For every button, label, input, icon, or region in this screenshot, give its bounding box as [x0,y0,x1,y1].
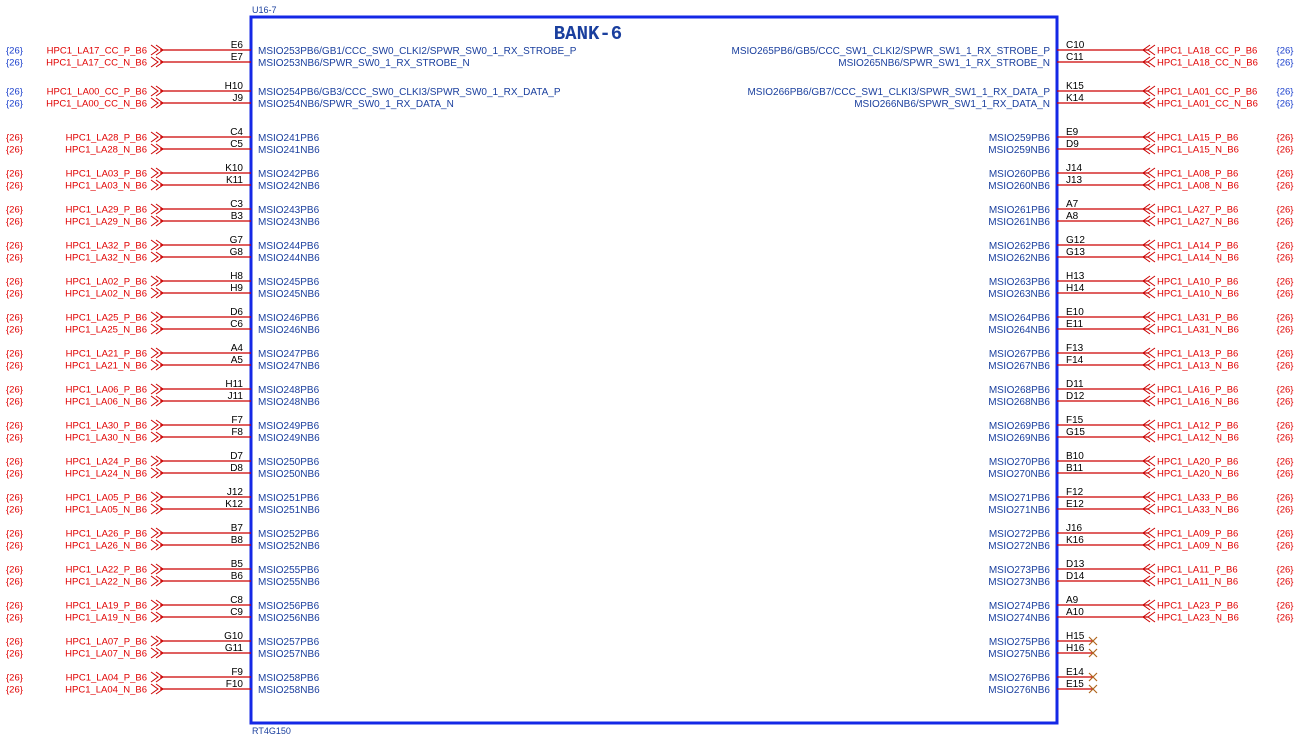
page-reference[interactable]: {26} [1276,252,1294,264]
net-label[interactable]: HPC1_LA30_P_B6 [65,420,147,432]
page-reference[interactable]: {26} [6,432,23,444]
net-label[interactable]: HPC1_LA06_P_B6 [65,384,147,396]
pin-number: A7 [1066,199,1079,210]
page-reference[interactable]: {26} [1276,288,1294,300]
net-label[interactable]: HPC1_LA24_P_B6 [65,456,147,468]
net-label[interactable]: HPC1_LA25_N_B6 [65,324,147,336]
pin-name: MSIO255PB6 [258,565,320,576]
page-reference[interactable]: {26} [1276,180,1294,192]
pin-number: H13 [1066,271,1085,282]
pin-name: MSIO248NB6 [258,397,320,408]
net-label[interactable]: HPC1_LA14_P_B6 [1157,240,1239,252]
pin-name: MSIO276NB6 [988,685,1050,696]
part-number: RT4G150 [252,726,291,736]
pin-number: F8 [231,427,243,438]
page-reference[interactable]: {26} [1276,57,1294,69]
pin-name: MSIO266NB6/SPWR_SW1_1_RX_DATA_N [854,99,1050,110]
net-label[interactable]: HPC1_LA02_N_B6 [65,288,147,300]
pin-number: F9 [231,667,243,678]
pin-number: B3 [230,211,243,222]
pin-number: G10 [224,631,243,642]
page-reference[interactable]: {26} [6,144,23,156]
page-reference[interactable]: {26} [6,86,23,98]
pin-name: MSIO247PB6 [258,349,320,360]
net-label[interactable]: HPC1_LA24_N_B6 [65,468,147,480]
pin-number: A5 [230,355,243,366]
page-reference[interactable]: {26} [6,348,23,360]
net-label[interactable]: HPC1_LA06_N_B6 [65,396,147,408]
pin-name: MSIO246PB6 [258,313,320,324]
page-reference[interactable]: {26} [6,132,23,144]
page-reference[interactable]: {26} [6,420,23,432]
page-reference[interactable]: {26} [6,57,23,69]
pin-name: MSIO245PB6 [258,277,320,288]
net-label[interactable]: HPC1_LA27_N_B6 [1157,216,1239,228]
pin-name: MSIO261PB6 [988,205,1050,216]
pin-name: MSIO257PB6 [258,637,320,648]
net-label[interactable]: HPC1_LA17_CC_P_B6 [46,45,147,57]
pin-name: MSIO241PB6 [258,133,320,144]
pin-name: MSIO270NB6 [988,469,1050,480]
net-label[interactable]: HPC1_LA00_CC_P_B6 [46,86,147,98]
net-label[interactable]: HPC1_LA32_N_B6 [65,252,147,264]
pin-name: MSIO263NB6 [988,289,1050,300]
pin-group [6,40,1293,696]
pin-name: MSIO244PB6 [258,241,320,252]
pin-name: MSIO268NB6 [988,397,1050,408]
page-reference[interactable]: {26} [6,204,23,216]
pin-name: MSIO253NB6/SPWR_SW0_1_RX_STROBE_N [258,58,470,69]
pin-number: J16 [1066,523,1083,534]
pin-number: E6 [230,40,243,51]
net-label[interactable]: HPC1_LA31_P_B6 [1157,312,1239,324]
pin-number: H10 [224,81,243,92]
net-label[interactable]: HPC1_LA11_P_B6 [1157,564,1238,576]
pin-number: D13 [1066,559,1085,570]
pin-number: C6 [230,319,243,330]
pin-name: MSIO249PB6 [258,421,320,432]
page-reference[interactable]: {26} [1276,360,1294,372]
pin-name: MSIO270PB6 [988,457,1050,468]
pin-number: K10 [225,163,243,174]
pin-number: D6 [230,307,243,318]
net-label[interactable]: HPC1_LA15_N_B6 [1157,144,1239,156]
page-reference[interactable]: {26} [1276,540,1294,552]
net-label[interactable]: HPC1_LA27_P_B6 [1157,204,1239,216]
pin-name: MSIO260PB6 [988,169,1050,180]
net-label[interactable]: HPC1_LA16_P_B6 [1157,384,1239,396]
pin-name: MSIO267PB6 [988,349,1050,360]
pin-number: K12 [225,499,243,510]
net-label[interactable]: HPC1_LA08_P_B6 [1157,168,1239,180]
net-label[interactable]: HPC1_LA14_N_B6 [1157,252,1239,264]
net-label[interactable]: HPC1_LA22_N_B6 [65,576,147,588]
pin-name: MSIO251PB6 [258,493,320,504]
pin-number: F13 [1066,343,1084,354]
pin-name: MSIO257NB6 [258,649,320,660]
page-reference[interactable]: {26} [1276,396,1294,408]
page-reference[interactable]: {26} [6,252,23,264]
net-label[interactable]: HPC1_LA15_P_B6 [1157,132,1239,144]
page-reference[interactable]: {26} [6,276,23,288]
page-reference[interactable]: {26} [6,468,23,480]
pin-number: F7 [231,415,243,426]
net-label[interactable]: HPC1_LA28_P_B6 [65,132,147,144]
pin-name: MSIO259PB6 [988,133,1050,144]
pin-name: MSIO260NB6 [988,181,1050,192]
pin-number: E10 [1066,307,1084,318]
pin-name: MSIO268PB6 [988,385,1050,396]
pin-number: K16 [1066,535,1084,546]
page-reference[interactable]: {26} [1276,324,1294,336]
pin-name: MSIO244NB6 [258,253,320,264]
pin-name: MSIO265PB6/GB5/CCC_SW1_CLKI2/SPWR_SW1_1_RX_STROBE_P [731,46,1050,57]
pin-name: MSIO274NB6 [988,613,1050,624]
pin-number: J11 [227,391,243,402]
page-reference[interactable]: {26} [6,672,23,684]
page-reference[interactable]: {26} [6,384,23,396]
pin-number: B10 [1066,451,1084,462]
pin-name: MSIO251NB6 [258,505,320,516]
pin-number: K14 [1066,93,1084,104]
pin-number: E7 [230,52,243,63]
pin-number: J9 [232,93,243,104]
page-reference[interactable]: {26} [1276,168,1294,180]
pin-number: F10 [225,679,243,690]
pin-number: J12 [226,487,243,498]
pin-number: B6 [230,571,243,582]
net-label[interactable]: HPC1_LA18_CC_P_B6 [1157,45,1258,57]
page-reference[interactable]: {26} [6,564,23,576]
pin-name: MSIO269PB6 [988,421,1050,432]
page-reference[interactable]: {26} [6,576,23,588]
net-label[interactable]: HPC1_LA13_N_B6 [1157,360,1239,372]
pin-number: C10 [1066,40,1085,51]
net-label[interactable]: HPC1_LA07_N_B6 [65,648,147,660]
pin-number: D12 [1066,391,1085,402]
page-reference[interactable]: {26} [6,612,23,624]
pin-number: H9 [230,283,243,294]
pin-name: MSIO241NB6 [258,145,320,156]
pin-number: F15 [1066,415,1084,426]
reference-designator: U16-7 [252,5,277,15]
pin-name: MSIO274PB6 [988,601,1050,612]
page-reference[interactable]: {26} [6,240,23,252]
page-reference[interactable]: {26} [6,648,23,660]
pin-name: MSIO266PB6/GB7/CCC_SW1_CLKI3/SPWR_SW1_1_RX_DATA_P [747,87,1050,98]
page-reference[interactable]: {26} [1276,45,1294,57]
net-label[interactable]: HPC1_LA10_N_B6 [1157,288,1239,300]
pin-number: B7 [230,523,243,534]
net-label[interactable]: HPC1_LA21_N_B6 [65,360,147,372]
pin-name: MSIO263PB6 [988,277,1050,288]
pin-number: A4 [230,343,243,354]
page-reference[interactable]: {26} [1276,348,1294,360]
net-label[interactable]: HPC1_LA33_N_B6 [1157,504,1239,516]
pin-number: J14 [1066,163,1083,174]
pin-number: D9 [1066,139,1079,150]
net-label[interactable]: HPC1_LA02_P_B6 [65,276,147,288]
pin-number: G7 [229,235,243,246]
pin-name: MSIO245NB6 [258,289,320,300]
page-reference[interactable]: {26} [1276,492,1294,504]
pin-name: MSIO264PB6 [988,313,1050,324]
pin-number: C11 [1066,52,1084,63]
pin-name: MSIO258PB6 [258,673,320,684]
net-label[interactable]: HPC1_LA05_P_B6 [65,492,147,504]
net-label[interactable]: HPC1_LA04_P_B6 [65,672,147,684]
page-reference[interactable]: {26} [6,45,23,57]
net-label[interactable]: HPC1_LA23_N_B6 [1157,612,1239,624]
net-label[interactable]: HPC1_LA28_N_B6 [65,144,147,156]
page-reference[interactable]: {26} [1276,276,1294,288]
pin-number: H16 [1066,643,1085,654]
page-reference[interactable]: {26} [1276,240,1294,252]
page-reference[interactable]: {26} [6,216,23,228]
pin-number: F14 [1066,355,1084,366]
pin-name: MSIO243NB6 [258,217,320,228]
net-label[interactable]: HPC1_LA29_N_B6 [65,216,147,228]
page-reference[interactable]: {26} [6,528,23,540]
page-reference[interactable]: {26} [6,540,23,552]
net-label[interactable]: HPC1_LA29_P_B6 [65,204,147,216]
net-label[interactable]: HPC1_LA10_P_B6 [1157,276,1239,288]
pin-name: MSIO252NB6 [258,541,320,552]
page-reference[interactable]: {26} [1276,144,1294,156]
pin-name: MSIO248PB6 [258,385,320,396]
pin-name: MSIO273PB6 [988,565,1050,576]
net-label[interactable]: HPC1_LA00_CC_N_B6 [46,98,147,110]
pin-name: MSIO272PB6 [988,529,1050,540]
pin-name: MSIO246NB6 [258,325,320,336]
pin-number: C4 [230,127,243,138]
pin-name: MSIO242PB6 [258,169,320,180]
page-reference[interactable]: {26} [1276,204,1294,216]
pin-number: G13 [1066,247,1085,258]
net-label[interactable]: HPC1_LA30_N_B6 [65,432,147,444]
pin-name: MSIO254NB6/SPWR_SW0_1_RX_DATA_N [258,99,454,110]
pin-name: MSIO250PB6 [258,457,320,468]
net-label[interactable]: HPC1_LA13_P_B6 [1157,348,1239,360]
net-label[interactable]: HPC1_LA26_P_B6 [65,528,147,540]
pin-name: MSIO256NB6 [258,613,320,624]
pin-name: MSIO243PB6 [258,205,320,216]
pin-name: MSIO265NB6/SPWR_SW1_1_RX_STROBE_N [838,58,1050,69]
pin-number: B8 [230,535,243,546]
net-label[interactable]: HPC1_LA19_N_B6 [65,612,147,624]
pin-number: H14 [1066,283,1085,294]
pin-name: MSIO250NB6 [258,469,320,480]
page-reference[interactable]: {26} [6,324,23,336]
pin-number: F12 [1066,487,1084,498]
net-label[interactable]: HPC1_LA01_CC_N_B6 [1157,98,1258,110]
net-label[interactable]: HPC1_LA11_N_B6 [1157,576,1239,588]
page-reference[interactable]: {26} [1276,312,1294,324]
page-reference[interactable]: {26} [1276,468,1294,480]
page-reference[interactable]: {26} [6,180,23,192]
pin-number: E12 [1066,499,1084,510]
pin-name: MSIO276PB6 [988,673,1050,684]
net-label[interactable]: HPC1_LA12_N_B6 [1157,432,1239,444]
pin-number: G11 [224,643,243,654]
page-reference[interactable]: {26} [1276,384,1294,396]
pin-name: MSIO258NB6 [258,685,320,696]
pin-name: MSIO261NB6 [988,217,1050,228]
pin-number: D11 [1066,379,1084,390]
pin-number: D7 [230,451,243,462]
net-label[interactable]: HPC1_LA05_N_B6 [65,504,147,516]
pin-number: B5 [230,559,243,570]
page-reference[interactable]: {26} [6,600,23,612]
pin-number: D14 [1066,571,1085,582]
page-reference[interactable]: {26} [1276,612,1294,624]
page-reference[interactable]: {26} [6,168,23,180]
pin-number: E9 [1066,127,1079,138]
pin-number: E11 [1066,319,1084,330]
page-reference[interactable]: {26} [1276,86,1294,98]
pin-name: MSIO249NB6 [258,433,320,444]
pin-name: MSIO242NB6 [258,181,320,192]
pin-name: MSIO269NB6 [988,433,1050,444]
pin-name: MSIO256PB6 [258,601,320,612]
net-label[interactable]: HPC1_LA08_N_B6 [1157,180,1239,192]
pin-number: G12 [1066,235,1085,246]
pin-number: K15 [1066,81,1084,92]
pin-number: K11 [225,175,243,186]
page-reference[interactable]: {26} [6,288,23,300]
pin-name: MSIO252PB6 [258,529,320,540]
net-label[interactable]: HPC1_LA18_CC_N_B6 [1157,57,1258,69]
net-label[interactable]: HPC1_LA09_P_B6 [1157,528,1239,540]
page-reference[interactable]: {26} [6,684,23,696]
pin-number: E14 [1066,667,1084,678]
page-reference[interactable]: {26} [1276,98,1294,110]
page-reference[interactable]: {26} [1276,528,1294,540]
net-label[interactable]: HPC1_LA03_N_B6 [65,180,147,192]
page-reference[interactable]: {26} [1276,132,1294,144]
page-reference[interactable]: {26} [6,492,23,504]
net-label[interactable]: HPC1_LA20_P_B6 [1157,456,1239,468]
net-label[interactable]: HPC1_LA32_P_B6 [65,240,147,252]
net-label[interactable]: HPC1_LA12_P_B6 [1157,420,1239,432]
net-label[interactable]: HPC1_LA07_P_B6 [65,636,147,648]
net-label[interactable]: HPC1_LA04_N_B6 [65,684,147,696]
component-body[interactable] [251,17,1057,723]
page-reference[interactable]: {26} [6,312,23,324]
net-label[interactable]: HPC1_LA09_N_B6 [1157,540,1239,552]
pin-name: MSIO267NB6 [988,361,1050,372]
pin-number: H8 [230,271,243,282]
net-label[interactable]: HPC1_LA26_N_B6 [65,540,147,552]
net-label[interactable]: HPC1_LA03_P_B6 [65,168,147,180]
net-label[interactable]: HPC1_LA31_N_B6 [1157,324,1239,336]
pin-number: H11 [225,379,243,390]
pin-number: B11 [1066,463,1084,474]
page-reference[interactable]: {26} [6,396,23,408]
pin-name: MSIO271PB6 [988,493,1050,504]
page-reference[interactable]: {26} [1276,432,1294,444]
pin-name: MSIO275PB6 [988,637,1050,648]
pin-name: MSIO253PB6/GB1/CCC_SW0_CLKI2/SPWR_SW0_1_RX_STROBE_P [258,46,577,57]
page-reference[interactable]: {26} [1276,576,1294,588]
page-reference[interactable]: {26} [6,636,23,648]
pin-number: C8 [230,595,243,606]
pin-name: MSIO262NB6 [988,253,1050,264]
pin-name: MSIO275NB6 [988,649,1050,660]
pin-number: D8 [230,463,243,474]
page-reference[interactable]: {26} [6,360,23,372]
pin-name: MSIO273NB6 [988,577,1050,588]
page-reference[interactable]: {26} [6,98,23,110]
pin-name: MSIO247NB6 [258,361,320,372]
pin-number: C9 [230,607,243,618]
pin-number: A10 [1066,607,1084,618]
net-label[interactable]: HPC1_LA33_P_B6 [1157,492,1239,504]
page-reference[interactable]: {26} [1276,420,1294,432]
pin-name: MSIO254PB6/GB3/CCC_SW0_CLKI3/SPWR_SW0_1_RX_DATA_P [258,87,561,98]
page-reference[interactable]: {26} [1276,564,1294,576]
page-reference[interactable]: {26} [6,456,23,468]
page-reference[interactable]: {26} [1276,600,1294,612]
pin-name: MSIO255NB6 [258,577,320,588]
page-reference[interactable]: {26} [6,504,23,516]
pin-number: G8 [229,247,243,258]
net-label[interactable]: HPC1_LA21_P_B6 [65,348,147,360]
page-reference[interactable]: {26} [1276,504,1294,516]
net-label[interactable]: HPC1_LA20_N_B6 [1157,468,1239,480]
bank-title: BANK-6 [553,23,623,45]
pin-name: MSIO264NB6 [988,325,1050,336]
pin-number: C5 [230,139,243,150]
pin-name: MSIO262PB6 [988,241,1050,252]
net-label[interactable]: HPC1_LA19_P_B6 [65,600,147,612]
net-label[interactable]: HPC1_LA25_P_B6 [65,312,147,324]
net-label[interactable]: HPC1_LA22_P_B6 [65,564,147,576]
pin-name: MSIO259NB6 [988,145,1050,156]
pin-number: C3 [230,199,243,210]
pin-number: A9 [1066,595,1079,606]
page-reference[interactable]: {26} [1276,456,1294,468]
pin-number: G15 [1066,427,1085,438]
net-label[interactable]: HPC1_LA17_CC_N_B6 [46,57,147,69]
page-reference[interactable]: {26} [1276,216,1294,228]
pin-name: MSIO272NB6 [988,541,1050,552]
pin-number: A8 [1066,211,1079,222]
pin-name: MSIO271NB6 [988,505,1050,516]
pin-number: E15 [1066,679,1084,690]
pin-number: H15 [1066,631,1085,642]
net-label[interactable]: HPC1_LA16_N_B6 [1157,396,1239,408]
net-label[interactable]: HPC1_LA23_P_B6 [1157,600,1239,612]
pin-number: J13 [1066,175,1083,186]
net-label[interactable]: HPC1_LA01_CC_P_B6 [1157,86,1258,98]
